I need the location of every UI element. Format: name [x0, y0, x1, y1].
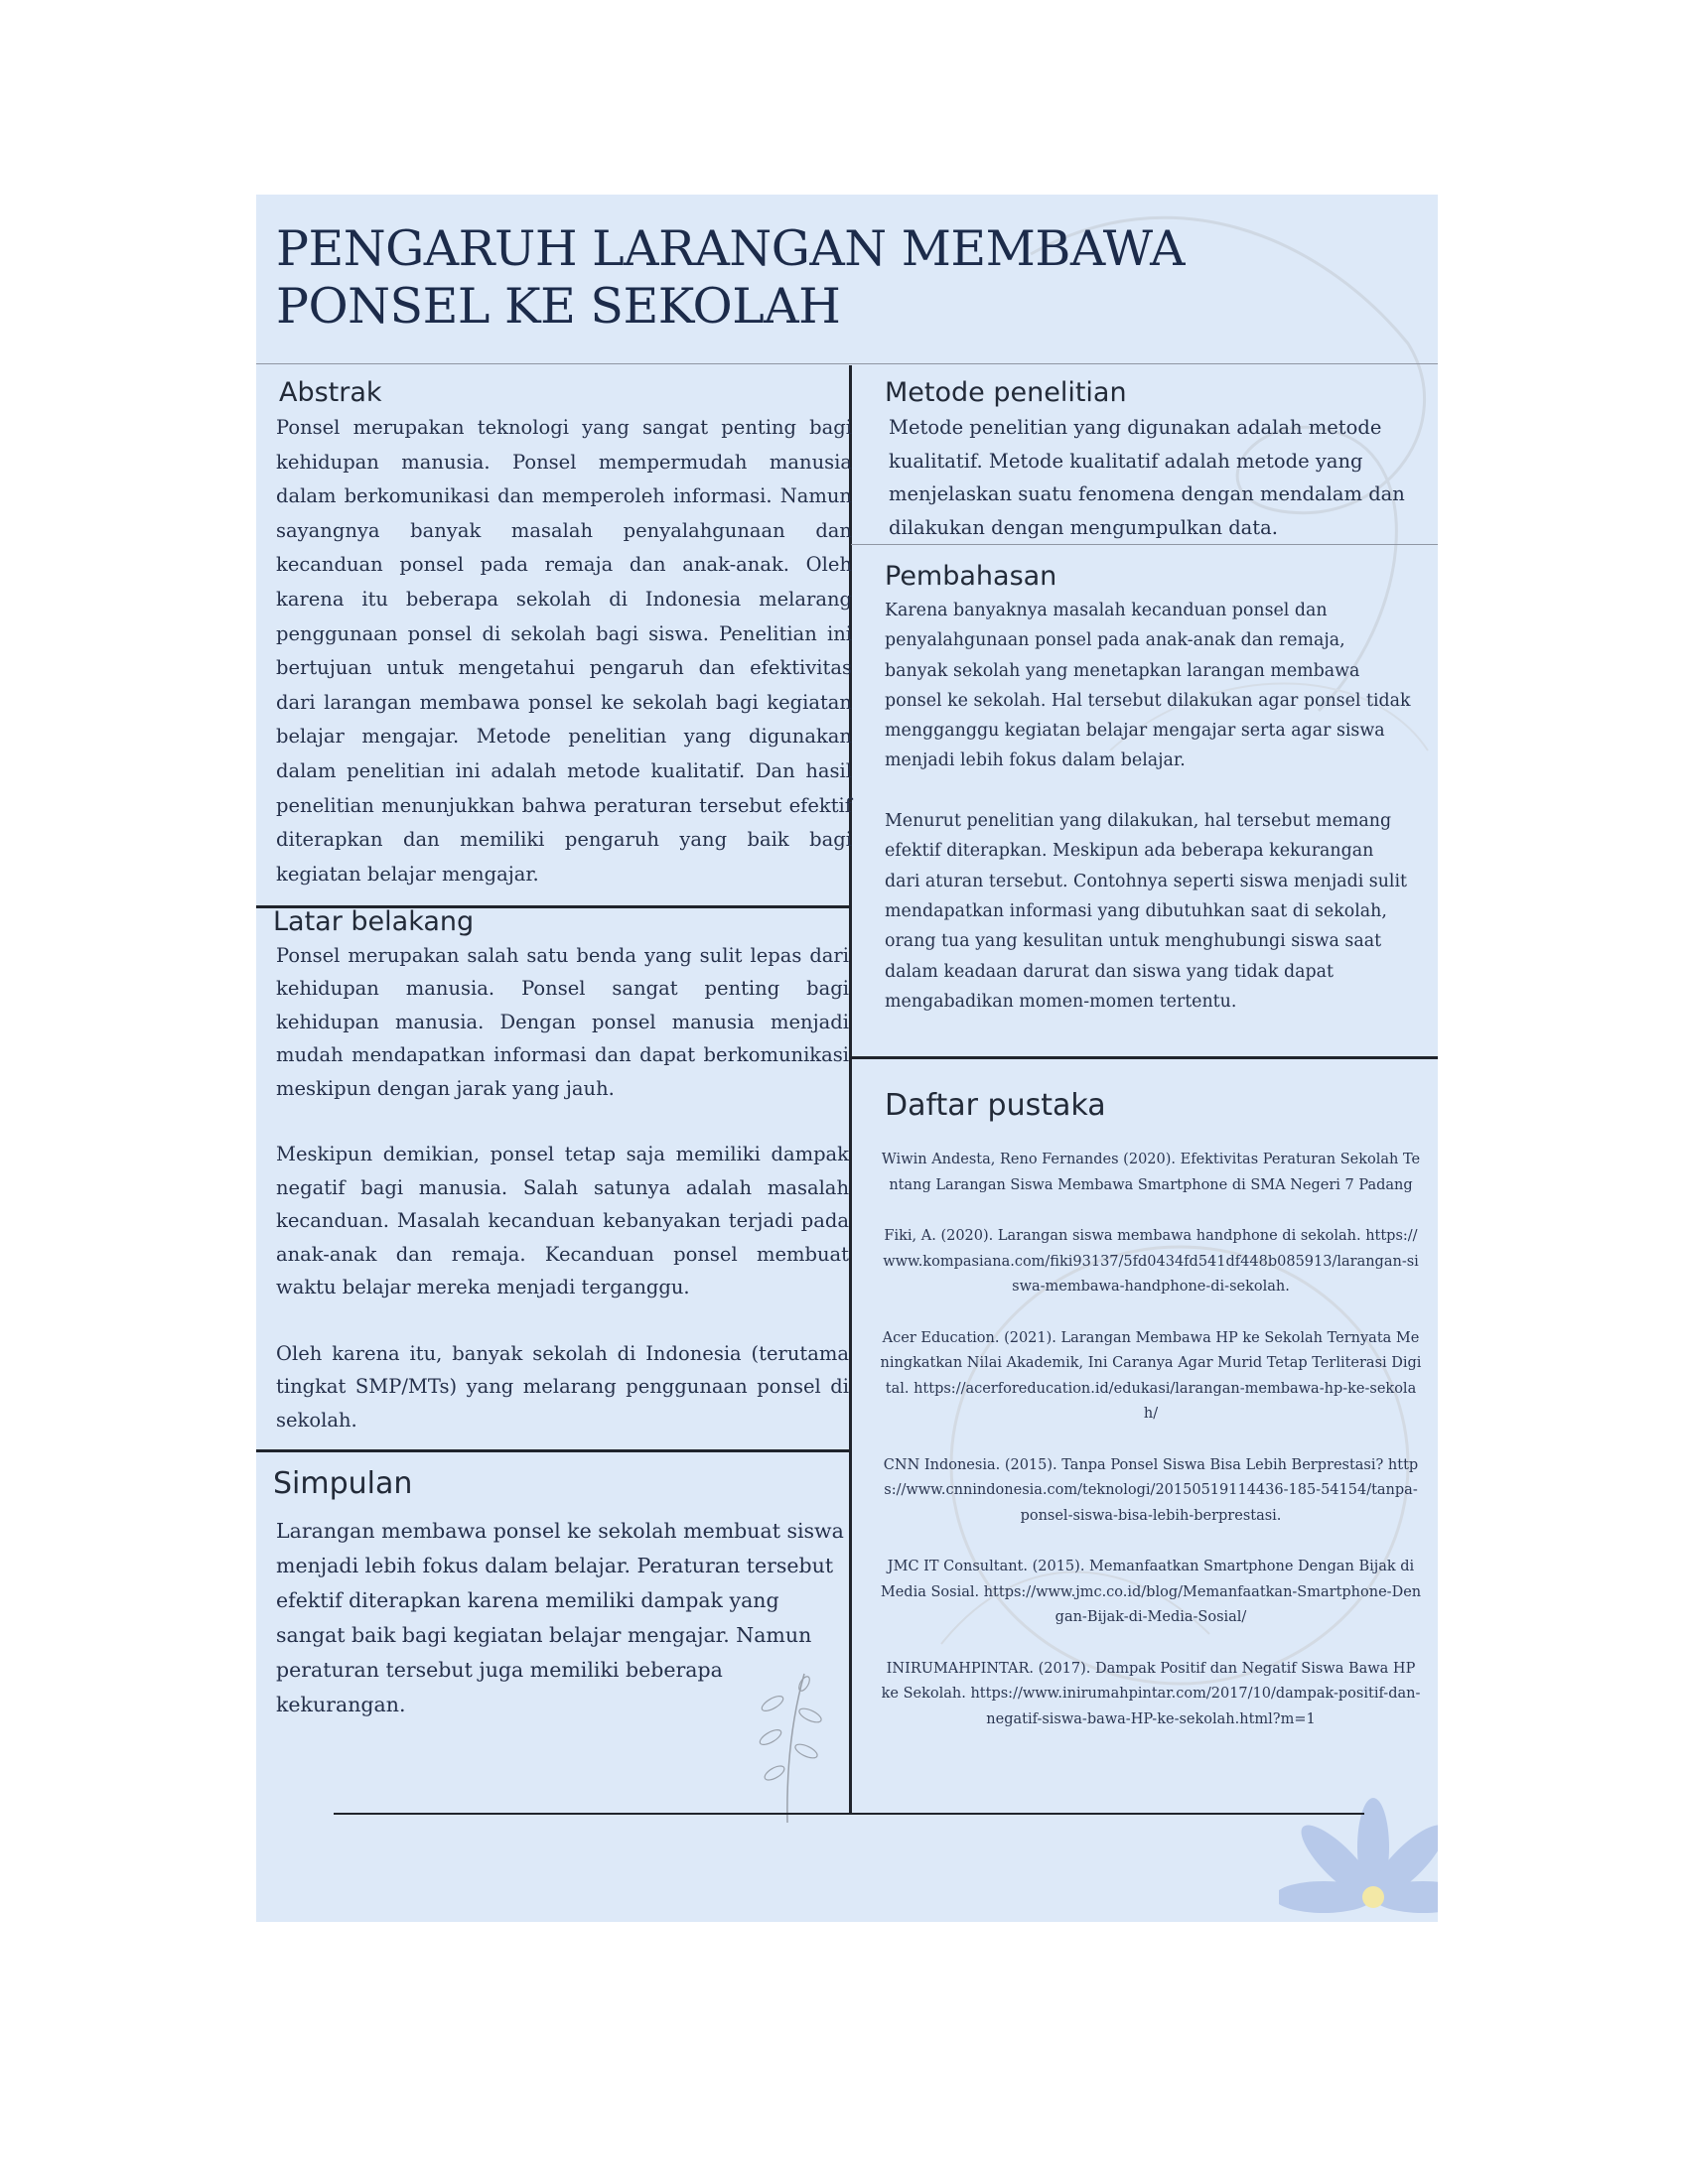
discussion-heading: Pembahasan	[885, 561, 1057, 592]
background-heading: Latar belakang	[273, 906, 475, 937]
poster	[256, 195, 1438, 1922]
discussion-text: Karena banyaknya masalah kecanduan ponsel dan penyalahgunaan ponsel pada anak-anak dan remaja, banyak sekolah yang menetapkan larangan membawa ponsel ke sekolah. Hal tersebut dilakukan agar ponsel tidak mengganggu kegiatan belajar mengajar serta agar siswa menjadi lebih fokus dalam belajar. Menurut penelitian yang dilakukan, hal tersebut memang efektif diterapkan. Meskipun ada beberapa kekurangan dari aturan tersebut. Contohnya seperti siswa menjadi sulit mendapatkan informasi yang dibutuhkan saat di sekolah, orang tua yang kesulitan untuk menghubungi siswa saat dalam keadaan darurat dan siswa yang tidak dapat mengabadikan momen-momen tertentu.	[885, 601, 1411, 1012]
conclusion-section	[273, 1462, 849, 1722]
references-section	[880, 1086, 1422, 1758]
right-divider-2	[851, 1056, 1438, 1059]
reference-item: Acer Education. (2021). Larangan Membawa HP ke Sekolah Ternyata Meningkatkan Nilai Akademik, Ini Caranya Agar Murid Tetap Terliterasi Digital. https://acerforeducation.id/edukasi/larangan-membawa-hp-ke-sekolah/	[880, 1329, 1422, 1422]
background-text: Ponsel merupakan salah satu benda yang sulit lepas dari kehidupan manusia. Ponsel sangat penting bagi kehidupan manusia. Dengan ponsel manusia menjadi mudah mendapatkan informasi dan dapat berkomunikasi meskipun dengan jarak yang jauh. Meskipun demikian, ponsel tetap saja memiliki dampak negatif bagi manusia. Salah satunya adalah masalah kecanduan. Masalah kecanduan kebanyakan terjadi pada anak-anak dan remaja. Kecanduan ponsel membuat waktu belajar mereka menjadi terganggu. Oleh karena itu, banyak sekolah di Indonesia (terutama tingkat SMP/MTs) yang melarang penggunaan ponsel di sekolah.	[276, 944, 849, 1432]
references-heading: Daftar pustaka	[885, 1088, 1106, 1123]
abstract-section	[276, 375, 852, 891]
reference-item: INIRUMAHPINTAR. (2017). Dampak Positif dan Negatif Siswa Bawa HP ke Sekolah. https://www.inirumahpintar.com/2017/10/dampak-positif-dan-negatif-siswa-bawa-HP-ke-sekolah.html?m=1	[881, 1660, 1421, 1727]
reference-item: CNN Indonesia. (2015). Tanpa Ponsel Siswa Bisa Lebih Berprestasi? https://www.cnnindonesia.com/teknologi/20150519114436-185-54154/tanpa-ponsel-siswa-bisa-lebih-berprestasi.	[883, 1456, 1419, 1524]
reference-item: JMC IT Consultant. (2015). Memanfaatkan Smartphone Dengan Bijak di Media Sosial. https://www.jmc.co.id/blog/Memanfaatkan-Smartphone-Dengan-Bijak-di-Media-Sosial/	[880, 1559, 1422, 1625]
reference-item: Fiki, A. (2020). Larangan siswa membawa handphone di sekolah. https://www.kompasiana.com/fiki93137/5fd0434fd541df448b085913/larangan-siswa-membawa-handphone-di-sekolah.	[883, 1228, 1419, 1295]
right-divider-1	[851, 544, 1438, 545]
left-divider-2	[256, 1449, 851, 1452]
method-section	[885, 375, 1411, 544]
conclusion-heading: Simpulan	[273, 1466, 413, 1501]
bottom-divider	[334, 1813, 1364, 1815]
method-text: Metode penelitian yang digunakan adalah metode kualitatif. Metode kualitatif adalah metode yang menjelaskan suatu fenomena dengan mendalam dan dilakukan dengan mengumpulkan data.	[889, 416, 1405, 539]
abstract-heading: Abstrak	[279, 377, 382, 408]
reference-list	[880, 1148, 1422, 1732]
discussion-section	[885, 558, 1411, 1017]
background-section	[273, 905, 849, 1436]
conclusion-text: Larangan membawa ponsel ke sekolah membuat siswa menjadi lebih fokus dalam belajar. Peraturan tersebut efektif diterapkan karena memiliki dampak yang sangat baik bagi kegiatan belajar mengajar. Namun peraturan tersebut juga memiliki beberapa kekurangan.	[276, 1519, 844, 1716]
poster-title: PENGARUH LARANGAN MEMBAWA PONSEL KE SEKOLAH	[276, 220, 1186, 335]
method-heading: Metode penelitian	[885, 377, 1127, 408]
title-divider	[256, 363, 1438, 364]
abstract-text: Ponsel merupakan teknologi yang sangat penting bagi kehidupan manusia. Ponsel mempermudah manusia dalam berkomunikasi dan memperoleh informasi. Namun sayangnya banyak masalah penyalahgunaan dan kecanduan ponsel pada remaja dan anak-anak. Oleh karena itu beberapa sekolah di Indonesia melarang penggunaan ponsel di sekolah bagi siswa. Penelitian ini bertujuan untuk mengetahui pengaruh dan efektivitas dari larangan membawa ponsel ke sekolah bagi kegiatan belajar mengajar. Metode penelitian yang digunakan dalam penelitian ini adalah metode kualitatif. Dan hasil penelitian menunjukkan bahwa peraturan tersebut efektif diterapkan dan memiliki pengaruh yang baik bagi kegiatan belajar mengajar.	[276, 416, 852, 886]
reference-item: Wiwin Andesta, Reno Fernandes (2020). Efektivitas Peraturan Sekolah Tentang Larangan Siswa Membawa Smartphone di SMA Negeri 7 Padang	[881, 1152, 1421, 1193]
